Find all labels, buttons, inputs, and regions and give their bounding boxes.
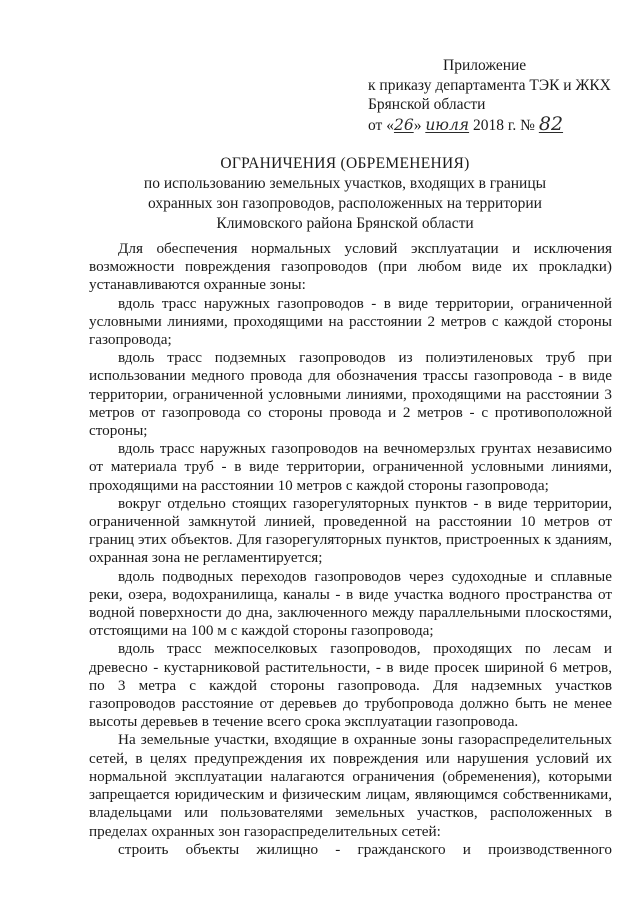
- paragraph: строить объекты жилищно - гражданского и производственного: [118, 840, 612, 858]
- document-subtitle: по использованию земельных участков, входящих в границы охранных зон газопроводов, расположенных на территории Климовского района Брянской области: [143, 175, 547, 232]
- appendix-date-line: [368, 112, 618, 136]
- appendix-region: Брянской области: [368, 96, 486, 113]
- date-year: 2018 г. №: [469, 116, 539, 134]
- handwritten-order-number: 82: [538, 112, 564, 135]
- paragraph: вдоль трасс межпоселковых газопроводов, проходящих по лесам и древесно - кустарниковой растительности, - в виде просек шириной 6 метров, по 3 метра с каждой стороны газопровода. Для надземных участков газопроводов расстояние от деревьев до трубопровода должно быть не менее высоты деревьев в течение всего срока эксплуатации газопровода.: [89, 640, 612, 731]
- handwritten-month: июля: [425, 115, 470, 134]
- paragraph: вдоль трасс наружных газопроводов на вечномерзлых грунтах независимо от материала труб - в виде территории, ограниченной условными линиями, проходящими на расстоянии 10 метров с каждой стороны газопровода;: [89, 440, 612, 494]
- paragraph: На земельные участки, входящие в охранные зоны газораспределительных сетей, в целях предупреждения их повреждения или нарушения условий их нормальной эксплуатации налагаются ограничения (обременения), которыми запрещается юридическим и физическим лицам, являющимся собственниками, владельцами или пользователями земельных участков, расположенных в пределах охранных зон газораспределительных сетей:: [89, 731, 612, 840]
- appendix-block: [368, 56, 618, 135]
- appendix-order-ref: к приказу департамента ТЭК и ЖКХ: [368, 76, 611, 94]
- document-body: [89, 240, 612, 859]
- date-prefix: от «: [368, 116, 394, 134]
- document-heading: [110, 154, 580, 234]
- date-separator: »: [413, 116, 426, 134]
- handwritten-day: 26: [393, 115, 414, 134]
- paragraph: вдоль трасс наружных газопроводов - в виде территории, ограниченной условными линиями, проходящими на расстоянии 2 метров с каждой стороны газопровода;: [89, 294, 612, 349]
- paragraph: вдоль подводных переходов газопроводов через судоходные и сплавные реки, озера, водохранилища, каналы - в виде участка водного пространства от водной поверхности до дна, заключенного между параллельными плоскостями, отстоящими на 100 м с каждой стороны газопровода;: [89, 567, 612, 640]
- document-title: ОГРАНИЧЕНИЯ (ОБРЕМЕНЕНИЯ): [220, 155, 470, 172]
- paragraph: вдоль трасс подземных газопроводов из полиэтиленовых труб при использовании медного провода для обозначения трассы газопровода - в виде территории, ограниченной условными линиями, проходящими на расстоянии 3 метров от газопровода со стороны провода и 2 метров - с противоположной стороны;: [89, 349, 612, 440]
- paragraph: Для обеспечения нормальных условий эксплуатации и исключения возможности повреждения газопроводов (при любом виде их прокладки) устанавливаются охранные зоны:: [89, 240, 612, 294]
- appendix-title: Приложение: [443, 57, 527, 74]
- paragraph: вокруг отдельно стоящих газорегуляторных пунктов - в виде территории, ограниченной замкнутой линией, проведенной на расстоянии 10 метров от границ этих объектов. Для газорегуляторных пунктов, пристроенных к зданиям, охранная зона не регламентируется;: [89, 494, 612, 567]
